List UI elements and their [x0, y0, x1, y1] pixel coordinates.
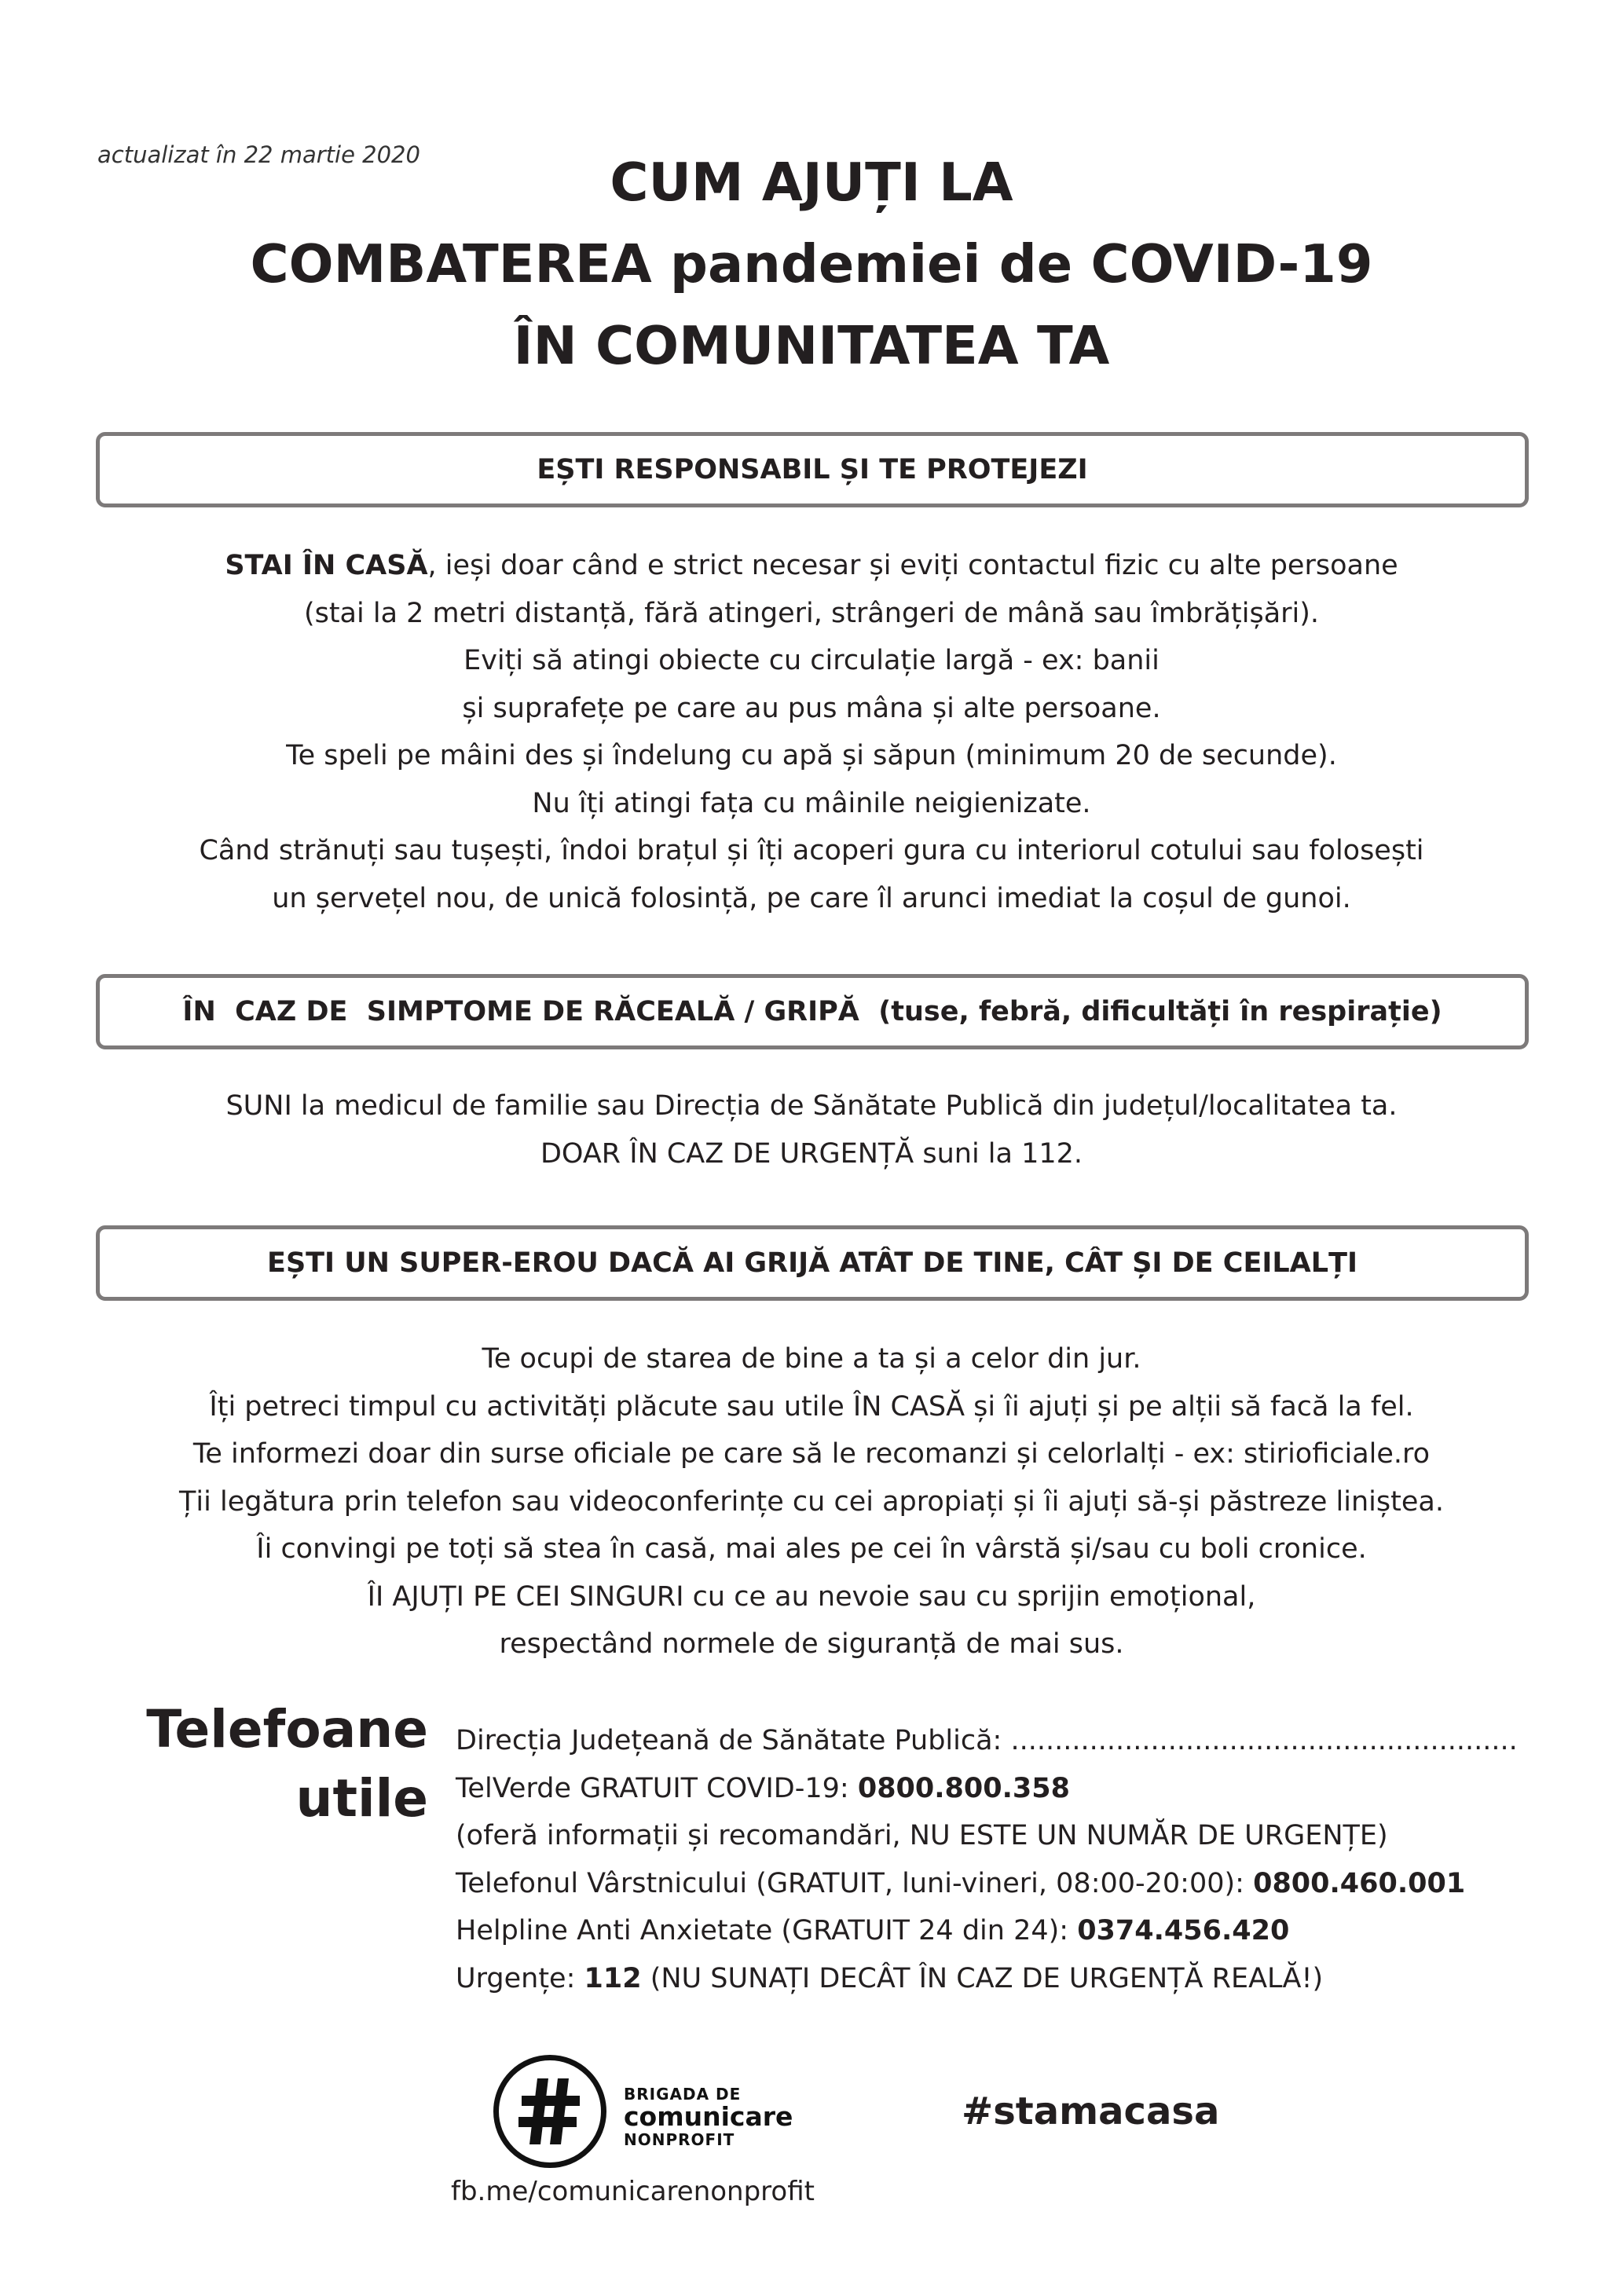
title-line-3: ÎN COMUNITATEA TA: [513, 315, 1110, 376]
body-line: Nu îți atingi fața cu mâinile neigienizate.: [532, 787, 1091, 819]
body-line: respectând normele de siguranță de mai sus.: [499, 1628, 1124, 1660]
body-line: Eviți să atingi obiecte cu circulație largă - ex: banii: [463, 645, 1160, 676]
brand-logo-top: BRIGADA DE: [624, 2085, 742, 2104]
section-body-symptoms: [0, 1082, 1623, 1177]
body-line: un șervețel nou, de unică folosință, pe care îl arunci imediat la coșul de gunoi.: [272, 882, 1351, 914]
body-line: și suprafețe pe care au pus mâna și alte persoane.: [462, 692, 1161, 724]
section-heading-text: EȘTI UN SUPER-EROU DACĂ AI GRIJĂ ATÂT DE TINE, CÂT ȘI DE CEILALȚI: [267, 1247, 1357, 1279]
body-line: Când strănuți sau tușești, îndoi brațul și îți acoperi gura cu interiorul cotului sau folosești: [199, 835, 1424, 866]
useful-phones-list: [456, 1717, 1518, 2002]
title-line-2: COMBATEREA pandemiei de COVID-19: [250, 233, 1373, 295]
phone-item: [456, 1907, 1518, 1955]
phone-label: (oferă informații și recomandări, NU ESTE UN NUMĂR DE URGENȚE): [456, 1820, 1388, 1851]
brand-logo-text: [624, 2085, 793, 2148]
phone-item: [456, 1812, 1518, 1860]
body-line: Te speli pe mâini des și îndelung cu apă și săpun (minimum 20 de secunde).: [286, 740, 1337, 771]
phone-item: [456, 1765, 1518, 1813]
phone-note: (NU SUNAȚI DECÂT ÎN CAZ DE URGENȚĂ REALĂ!): [641, 1962, 1324, 1994]
phone-number: 0374.456.420: [1077, 1915, 1290, 1946]
phone-label: Telefonul Vârstnicului (GRATUIT, luni-vineri, 08:00-20:00):: [456, 1867, 1254, 1899]
phone-label: Helpline Anti Anxietate (GRATUIT 24 din 24):: [456, 1915, 1078, 1946]
update-date: actualizat în 22 martie 2020: [97, 141, 420, 168]
phone-number: 0800.460.001: [1253, 1867, 1466, 1899]
section-heading-text: ÎN CAZ DE SIMPTOME DE RĂCEALĂ / GRIPĂ (tuse, febră, dificultăți în respirație): [182, 996, 1442, 1027]
section-body-responsible: [0, 542, 1623, 922]
body-line: DOAR ÎN CAZ DE URGENȚĂ suni la 112.: [540, 1137, 1083, 1170]
title-line-1: CUM AJUȚI LA: [610, 152, 1013, 213]
body-line: Te informezi doar din surse oficiale pe care să le recomanzi și celorlalți - ex: stirioficiale.ro: [192, 1438, 1431, 1470]
body-line: SUNI la medicul de familie sau Direcția de Sănătate Publică din județul/localitatea ta.: [225, 1090, 1398, 1122]
brand-logo: [493, 2055, 606, 2168]
facebook-link[interactable]: fb.me/comunicarenonprofit: [451, 2176, 815, 2207]
phone-number: 0800.800.358: [857, 1772, 1070, 1804]
phone-number: 112: [584, 1962, 642, 1994]
phone-item: [456, 1860, 1518, 1908]
body-line: Îi convingi pe toți să stea în casă, mai ales pe cei în vârstă și/sau cu boli cronice.: [256, 1533, 1367, 1565]
phone-item: [456, 1955, 1518, 2003]
useful-phones-title: [118, 1695, 428, 1833]
section-body-superhero: [0, 1335, 1623, 1668]
phone-item: [456, 1717, 1518, 1765]
section-heading-text: EȘTI RESPONSABIL ȘI TE PROTEJEZI: [537, 454, 1088, 485]
phone-label: Direcția Județeană de Sănătate Publică: ..........................................................: [456, 1725, 1518, 1756]
page-title: [0, 141, 1623, 386]
section-heading-responsible: [96, 432, 1529, 507]
line-text: , ieși doar când e strict necesar și eviți contactul fizic cu alte persoane: [427, 550, 1398, 581]
useful-phones-title-line-1: Telefoane: [146, 1699, 428, 1760]
body-line: Te ocupi de starea de bine a ta și a celor din jur.: [482, 1343, 1141, 1375]
body-line: Ții legătura prin telefon sau videoconferințe cu cei apropiați și îi ajuți să-și păstreze liniștea.: [179, 1485, 1444, 1518]
body-line: ÎI AJUȚI PE CEI SINGURI cu ce au nevoie sau cu sprijin emoțional,: [367, 1580, 1256, 1613]
phone-label: TelVerde GRATUIT COVID-19:: [456, 1772, 858, 1804]
useful-phones-title-line-2: utile: [295, 1768, 428, 1829]
hashtag-icon: [512, 2074, 588, 2149]
body-line: [0, 542, 1623, 590]
body-line: (stai la 2 metri distanță, fără atingeri, strângeri de mână sau îmbrățișări).: [303, 597, 1320, 629]
body-line: Îți petreci timpul cu activități plăcute sau utile ÎN CASĂ și îi ajuți și pe alții să facă la fel.: [209, 1390, 1414, 1423]
brand-logo-middle: comunicare: [624, 2101, 793, 2132]
campaign-hashtag: #stamacasa: [962, 2089, 1220, 2133]
section-heading-superhero: [96, 1225, 1529, 1301]
section-heading-symptoms: [96, 974, 1529, 1049]
phone-label: Urgențe:: [456, 1962, 584, 1994]
brand-logo-bottom: NONPROFIT: [624, 2130, 735, 2150]
emphasis-text: STAI ÎN CASĂ: [225, 550, 428, 581]
